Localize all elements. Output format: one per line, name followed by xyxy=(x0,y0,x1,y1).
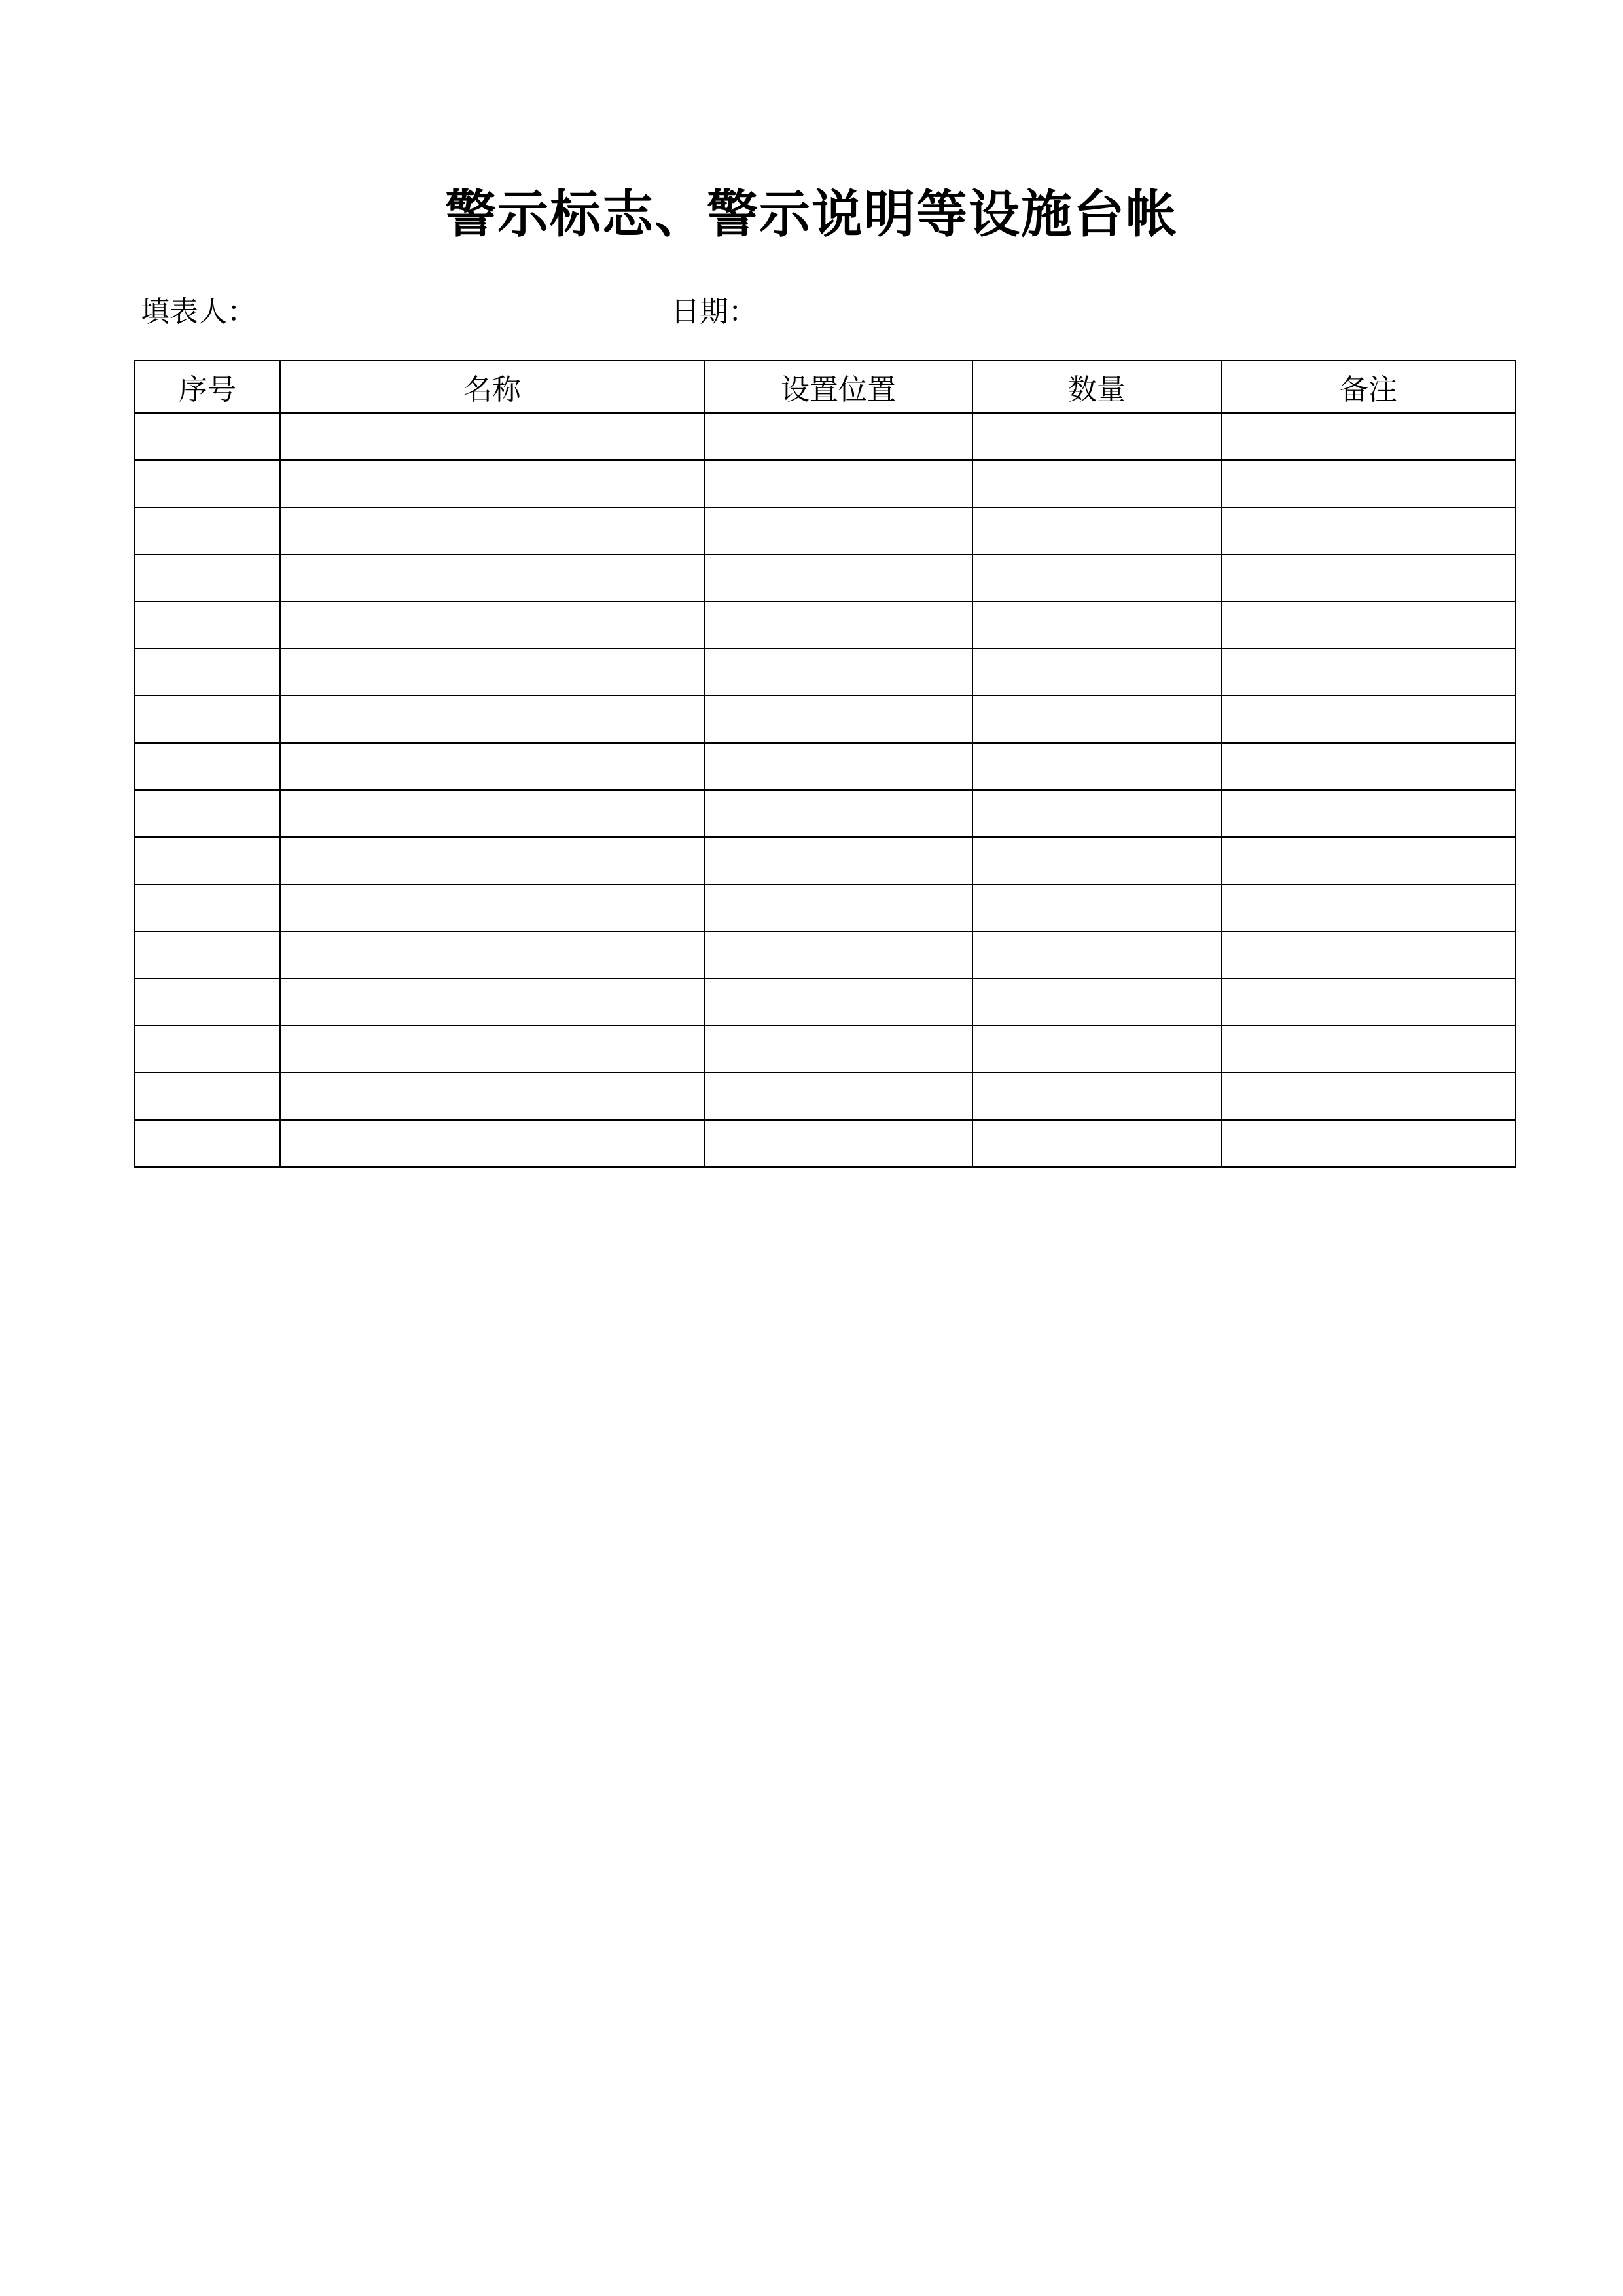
cell-name[interactable] xyxy=(280,460,704,507)
cell-name[interactable] xyxy=(280,507,704,554)
cell-remark[interactable] xyxy=(1221,413,1516,460)
cell-quantity[interactable] xyxy=(972,884,1221,931)
cell-quantity[interactable] xyxy=(972,1026,1221,1073)
cell-remark[interactable] xyxy=(1221,1120,1516,1167)
cell-quantity[interactable] xyxy=(972,696,1221,743)
cell-index[interactable] xyxy=(135,1073,280,1120)
cell-index[interactable] xyxy=(135,884,280,931)
cell-quantity[interactable] xyxy=(972,460,1221,507)
cell-remark[interactable] xyxy=(1221,649,1516,696)
table-row xyxy=(135,931,1516,978)
cell-name[interactable] xyxy=(280,743,704,790)
cell-index[interactable] xyxy=(135,601,280,649)
cell-index[interactable] xyxy=(135,554,280,601)
cell-remark[interactable] xyxy=(1221,601,1516,649)
cell-index[interactable] xyxy=(135,460,280,507)
cell-position[interactable] xyxy=(704,884,972,931)
cell-remark[interactable] xyxy=(1221,507,1516,554)
cell-quantity[interactable] xyxy=(972,931,1221,978)
cell-name[interactable] xyxy=(280,978,704,1026)
cell-name[interactable] xyxy=(280,649,704,696)
cell-quantity[interactable] xyxy=(972,790,1221,837)
cell-position[interactable] xyxy=(704,978,972,1026)
cell-index[interactable] xyxy=(135,1026,280,1073)
cell-quantity[interactable] xyxy=(972,1073,1221,1120)
cell-position[interactable] xyxy=(704,460,972,507)
cell-quantity[interactable] xyxy=(972,743,1221,790)
column-header-name: 名称 xyxy=(280,361,704,413)
date-label: 日期： xyxy=(671,296,757,328)
table-row xyxy=(135,743,1516,790)
column-header-position: 设置位置 xyxy=(704,361,972,413)
cell-position[interactable] xyxy=(704,696,972,743)
cell-position[interactable] xyxy=(704,931,972,978)
table-row xyxy=(135,790,1516,837)
cell-remark[interactable] xyxy=(1221,460,1516,507)
cell-quantity[interactable] xyxy=(972,649,1221,696)
cell-remark[interactable] xyxy=(1221,884,1516,931)
table-row xyxy=(135,837,1516,884)
cell-index[interactable] xyxy=(135,978,280,1026)
cell-remark[interactable] xyxy=(1221,1026,1516,1073)
cell-index[interactable] xyxy=(135,931,280,978)
cell-position[interactable] xyxy=(704,1026,972,1073)
cell-index[interactable] xyxy=(135,790,280,837)
cell-quantity[interactable] xyxy=(972,1120,1221,1167)
cell-position[interactable] xyxy=(704,413,972,460)
table-row xyxy=(135,884,1516,931)
cell-position[interactable] xyxy=(704,837,972,884)
cell-index[interactable] xyxy=(135,649,280,696)
table-row xyxy=(135,1026,1516,1073)
cell-name[interactable] xyxy=(280,931,704,978)
table-row xyxy=(135,696,1516,743)
cell-quantity[interactable] xyxy=(972,978,1221,1026)
filler-label-group xyxy=(141,288,256,330)
cell-quantity[interactable] xyxy=(972,507,1221,554)
cell-name[interactable] xyxy=(280,790,704,837)
cell-name[interactable] xyxy=(280,696,704,743)
ledger-table xyxy=(134,360,1516,1168)
cell-quantity[interactable] xyxy=(972,554,1221,601)
cell-remark[interactable] xyxy=(1221,743,1516,790)
table-row xyxy=(135,601,1516,649)
cell-remark[interactable] xyxy=(1221,696,1516,743)
table-row xyxy=(135,507,1516,554)
cell-remark[interactable] xyxy=(1221,790,1516,837)
cell-quantity[interactable] xyxy=(972,601,1221,649)
cell-remark[interactable] xyxy=(1221,978,1516,1026)
cell-position[interactable] xyxy=(704,1120,972,1167)
table-row xyxy=(135,413,1516,460)
cell-name[interactable] xyxy=(280,1026,704,1073)
page-title: 警示标志、警示说明等设施台帐 xyxy=(444,186,1178,243)
cell-remark[interactable] xyxy=(1221,554,1516,601)
cell-position[interactable] xyxy=(704,507,972,554)
column-header-remark: 备注 xyxy=(1221,361,1516,413)
cell-remark[interactable] xyxy=(1221,931,1516,978)
table-row xyxy=(135,649,1516,696)
filler-label: 填表人： xyxy=(141,296,256,328)
cell-index[interactable] xyxy=(135,696,280,743)
cell-quantity[interactable] xyxy=(972,413,1221,460)
cell-index[interactable] xyxy=(135,1120,280,1167)
cell-position[interactable] xyxy=(704,790,972,837)
cell-index[interactable] xyxy=(135,837,280,884)
cell-index[interactable] xyxy=(135,413,280,460)
cell-name[interactable] xyxy=(280,601,704,649)
table-row xyxy=(135,978,1516,1026)
table-row xyxy=(135,554,1516,601)
cell-name[interactable] xyxy=(280,1073,704,1120)
column-header-quantity: 数量 xyxy=(972,361,1221,413)
cell-position[interactable] xyxy=(704,743,972,790)
cell-name[interactable] xyxy=(280,1120,704,1167)
cell-name[interactable] xyxy=(280,413,704,460)
meta-row xyxy=(141,288,1515,327)
cell-name[interactable] xyxy=(280,554,704,601)
table-row xyxy=(135,1120,1516,1167)
cell-name[interactable] xyxy=(280,837,704,884)
cell-remark[interactable] xyxy=(1221,1073,1516,1120)
cell-position[interactable] xyxy=(704,601,972,649)
cell-position[interactable] xyxy=(704,554,972,601)
cell-quantity[interactable] xyxy=(972,837,1221,884)
table-row xyxy=(135,460,1516,507)
table-header-row xyxy=(135,361,1516,413)
cell-position[interactable] xyxy=(704,1073,972,1120)
column-header-index: 序号 xyxy=(135,361,280,413)
table-body xyxy=(135,413,1516,1167)
date-label-group xyxy=(671,288,757,330)
cell-index[interactable] xyxy=(135,743,280,790)
cell-index[interactable] xyxy=(135,507,280,554)
cell-remark[interactable] xyxy=(1221,837,1516,884)
cell-name[interactable] xyxy=(280,884,704,931)
cell-position[interactable] xyxy=(704,649,972,696)
table-row xyxy=(135,1073,1516,1120)
